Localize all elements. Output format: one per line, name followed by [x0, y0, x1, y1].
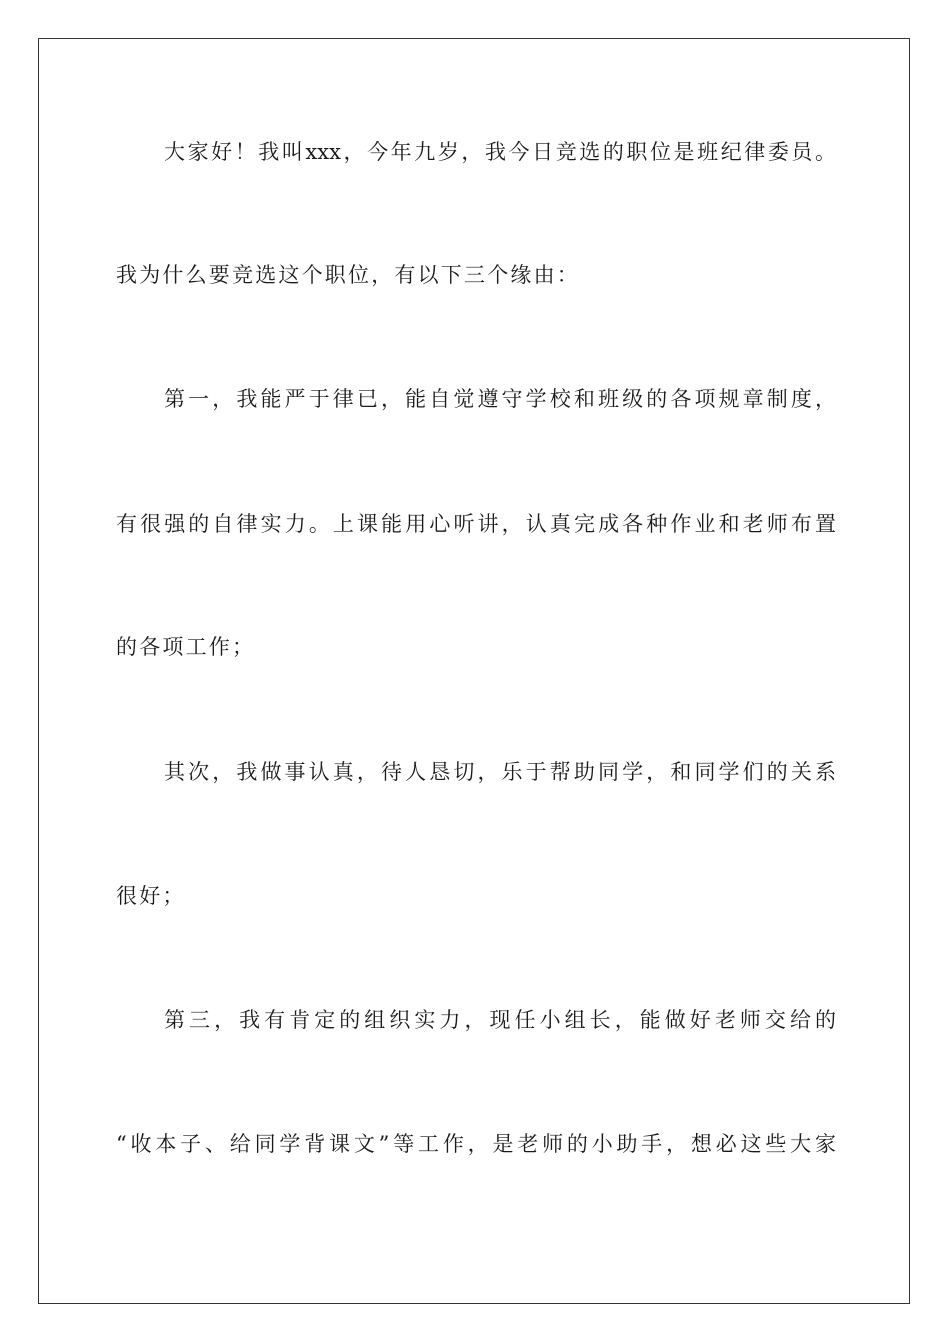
text-line-4: 有很强的自律实力。上课能用心听讲，认真完成各种作业和老师布置 — [116, 512, 836, 536]
text-line-7: 很好； — [116, 884, 186, 908]
text-line-2: 我为什么要竞选这个职位，有以下三个缘由： — [116, 263, 580, 287]
text-line-6: 其次，我做事认真，待人恳切，乐于帮助同学，和同学们的关系 — [164, 760, 836, 784]
text-line-1: 大家好！我叫xxx，今年九岁，我今日竞选的职位是班纪律委员。 — [164, 140, 836, 164]
text-line-3: 第一，我能严于律已，能自觉遵守学校和班级的各项规章制度， — [164, 387, 836, 411]
page-border — [38, 38, 910, 1304]
text-line-8: 第三，我有肯定的组织实力，现任小组长，能做好老师交给的 — [164, 1008, 836, 1032]
text-line-5: 的各项工作； — [116, 635, 256, 659]
text-line-9: “收本子、给同学背课文”等工作，是老师的小助手，想必这些大家 — [116, 1132, 836, 1156]
